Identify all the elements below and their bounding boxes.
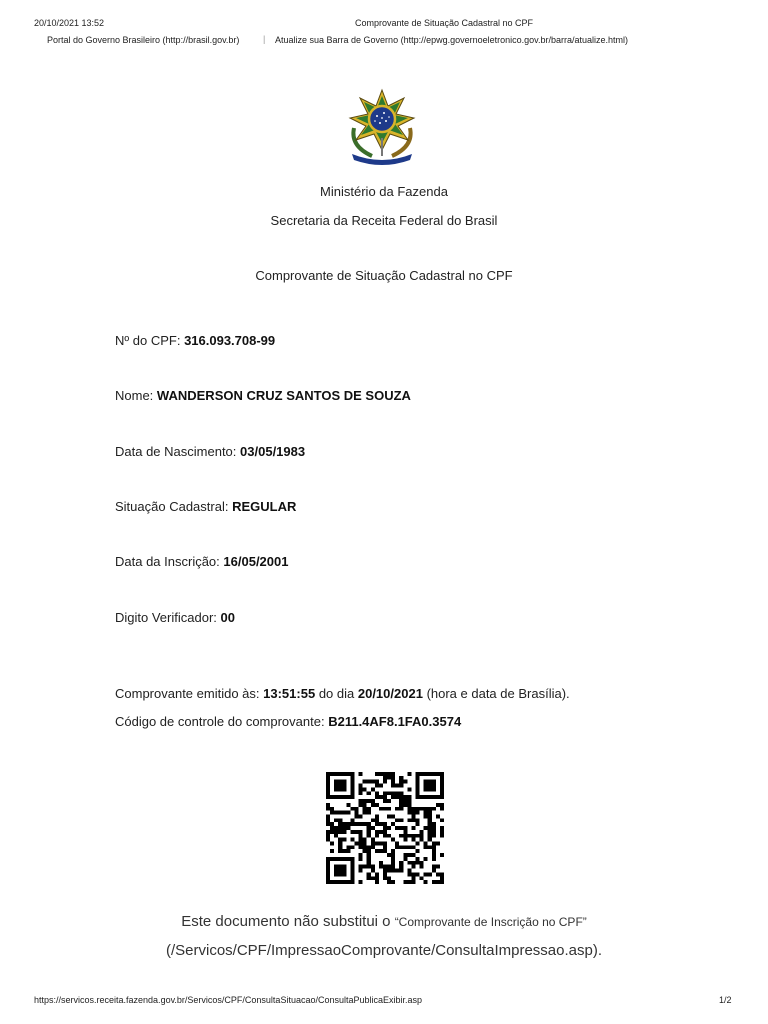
cpf-label: Nº do CPF: (115, 333, 181, 348)
name-field (115, 388, 411, 403)
control-code-line (115, 714, 461, 729)
emission-time: 13:51:55 (263, 686, 316, 701)
qr-code (326, 772, 444, 884)
control-code-label: Código de controle do comprovante: (115, 714, 325, 729)
document-title: Comprovante de Situação Cadastral no CPF (255, 268, 513, 283)
update-bar-link[interactable]: Atualize sua Barra de Governo (http://epwg.governoeletronico.gov.br/barra/atualize.html) (275, 35, 629, 45)
name-value: WANDERSON CRUZ SANTOS DE SOUZA (156, 388, 411, 403)
inscription-date-field (115, 554, 288, 569)
brazil-coat-of-arms (346, 88, 418, 166)
control-code-value: B211.4AF8.1FA0.3574 (328, 714, 462, 729)
portal-link[interactable]: Portal do Governo Brasileiro (http://brasil.gov.br) (47, 35, 240, 45)
print-page-title: Comprovante de Situação Cadastral no CPF (354, 18, 534, 28)
print-page-number: 1/2 (719, 995, 732, 1005)
inscription-date-value: 16/05/2001 (223, 554, 289, 569)
check-digit-field (115, 610, 235, 625)
notice-text: Este documento não substitui o (181, 913, 391, 930)
emission-prefix: Comprovante emitido às: (115, 686, 260, 701)
notice-line-1 (0, 913, 768, 930)
header-separator: | (263, 34, 266, 44)
birth-date-label: Data de Nascimento: (115, 444, 237, 459)
notice-path: (/Servicos/CPF/ImpressaoComprovante/ConsultaImpressao.asp). (166, 942, 602, 959)
secretariat-name: Secretaria da Receita Federal do Brasil (270, 213, 498, 228)
status-value: REGULAR (232, 499, 297, 514)
birth-date-value: 03/05/1983 (240, 444, 306, 459)
ministry-name: Ministério da Fazenda (320, 184, 448, 199)
print-datetime: 20/10/2021 13:52 (34, 18, 105, 28)
check-digit-label: Digito Verificador: (115, 610, 217, 625)
name-label: Nome: (115, 388, 154, 403)
emission-mid: do dia (318, 686, 355, 701)
print-url: https://servicos.receita.fazenda.gov.br/Servicos/CPF/ConsultaSituacao/ConsultaPublicaExibir.asp (34, 995, 423, 1005)
status-label: Situação Cadastral: (115, 499, 229, 514)
emission-line (115, 686, 570, 701)
status-field (115, 499, 296, 514)
inscription-date-label: Data da Inscrição: (115, 554, 220, 569)
cpf-field (115, 333, 275, 348)
notice-document-name: “Comprovante de Inscrição no CPF” (394, 915, 587, 929)
cpf-value: 316.093.708-99 (184, 333, 276, 348)
birth-date-field (115, 444, 305, 459)
emission-date: 20/10/2021 (357, 686, 423, 701)
emission-suffix: (hora e data de Brasília). (426, 686, 570, 701)
check-digit-value: 00 (220, 610, 235, 625)
